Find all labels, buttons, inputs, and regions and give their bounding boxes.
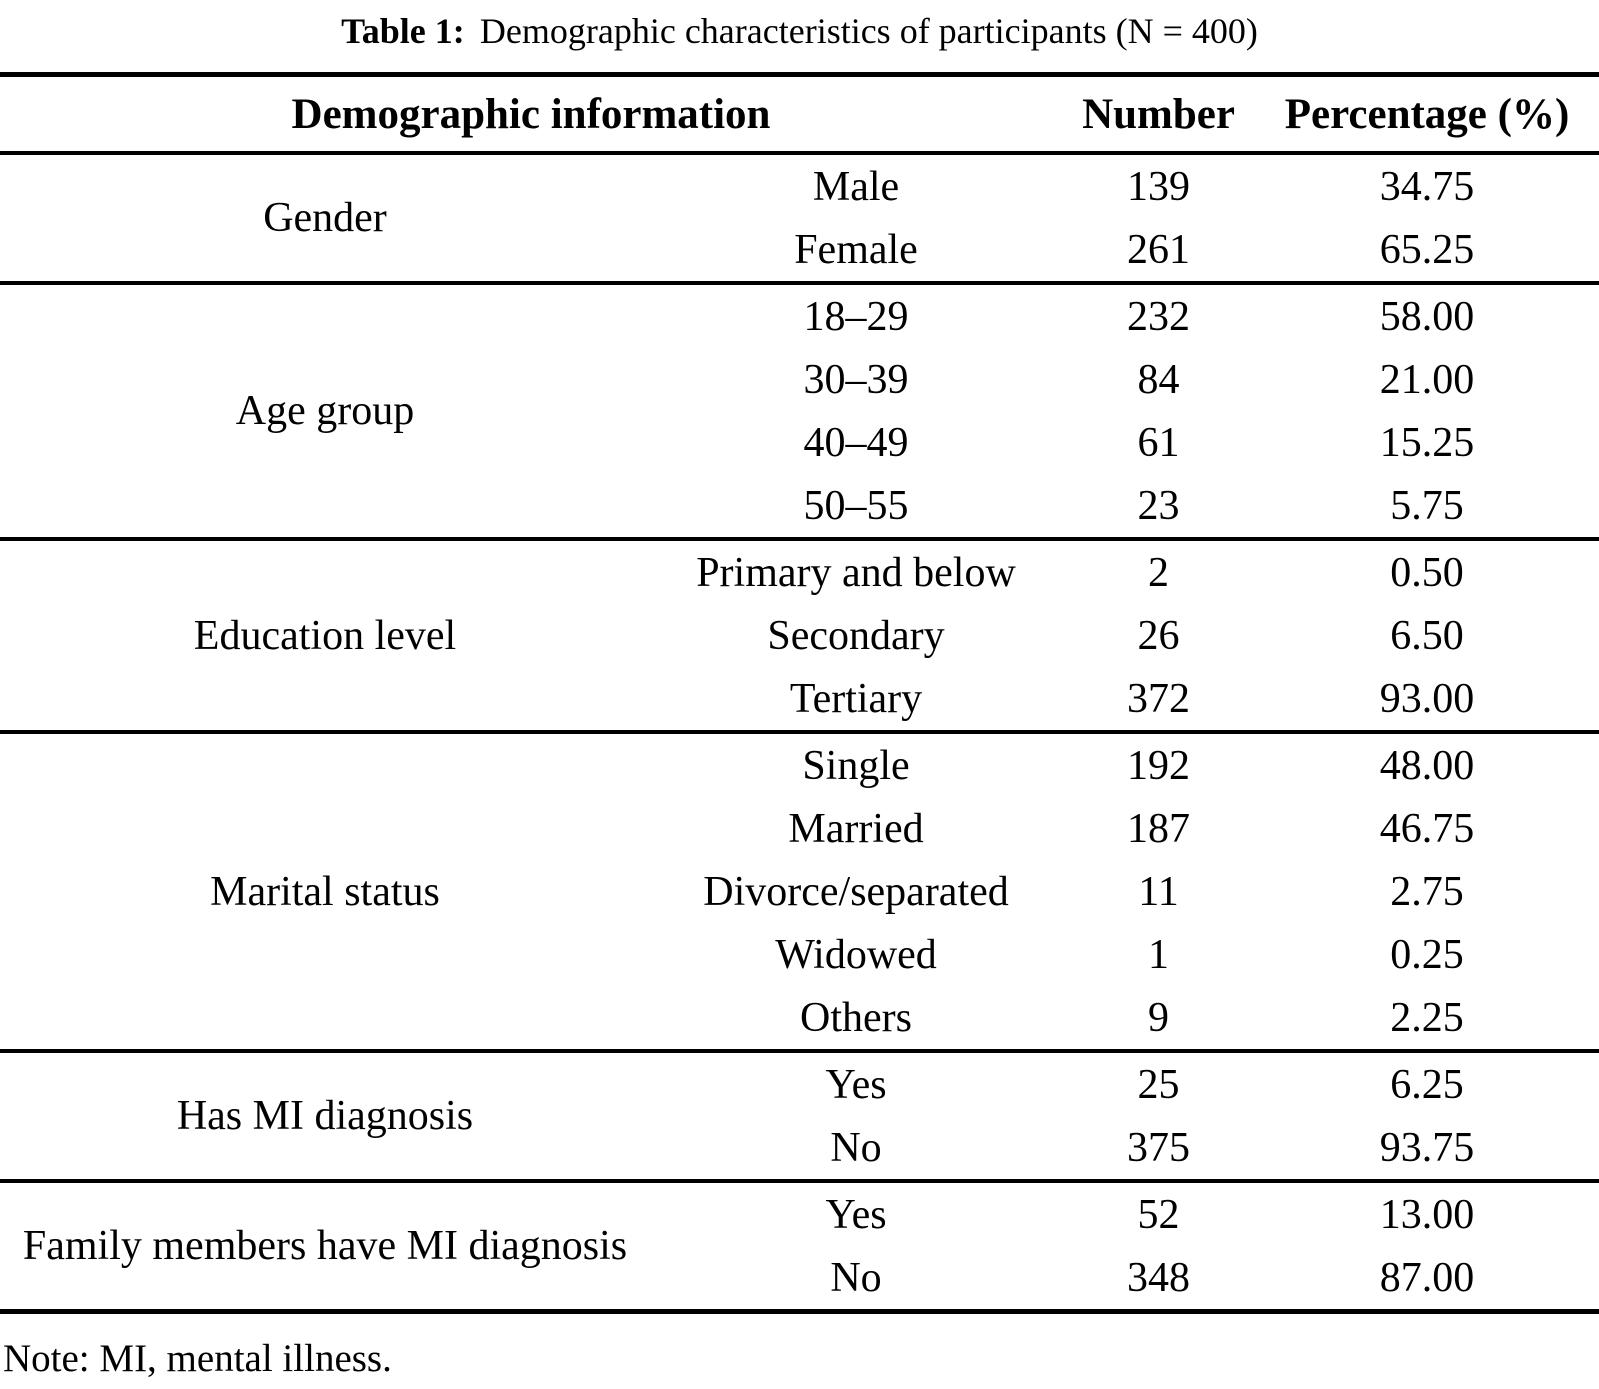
cell-percentage: 34.75	[1379, 163, 1475, 210]
cell-label: Divorce/separated	[703, 868, 1009, 915]
cell-percentage: 0.25	[1390, 931, 1464, 978]
cell-number: 84	[1137, 356, 1180, 403]
category-cell-has-mi-diagnosis: Has MI diagnosis	[176, 1093, 474, 1139]
cell-number: 232	[1127, 293, 1191, 340]
header-row	[0, 75, 1599, 154]
cell-label: 40–49	[803, 419, 909, 466]
cell-number: 192	[1127, 742, 1191, 789]
cell-label: Others	[800, 994, 912, 1041]
cell-number: 23	[1137, 482, 1180, 529]
cell-percentage: 6.25	[1390, 1061, 1464, 1108]
table-note: Note: MI, mental illness.	[3, 1337, 392, 1380]
cell-label: Primary and below	[696, 549, 1016, 596]
cell-percentage: 93.00	[1379, 675, 1475, 722]
category-cell-family-mi-diagnosis: Family members have MI diagnosis	[22, 1223, 628, 1269]
table-caption	[0, 0, 1599, 72]
category-cell-marital-status: Marital status	[210, 868, 440, 915]
cell-percentage: 5.75	[1390, 482, 1464, 529]
cell-percentage: 58.00	[1379, 293, 1475, 340]
cell-label: Widowed	[775, 931, 937, 978]
cell-number: 1	[1148, 931, 1170, 978]
group-marital	[0, 732, 1599, 1051]
cell-percentage: 13.00	[1379, 1191, 1475, 1238]
cell-label: No	[830, 1124, 882, 1171]
table-row	[0, 1181, 1599, 1246]
cell-percentage: 2.75	[1390, 868, 1464, 915]
cell-number: 11	[1138, 868, 1179, 915]
cell-label: Yes	[825, 1061, 887, 1108]
cell-number: 61	[1137, 419, 1180, 466]
demographics-table	[0, 72, 1599, 1314]
table-row	[0, 732, 1599, 797]
table-row	[0, 153, 1599, 218]
group-gender	[0, 153, 1599, 283]
cell-label: 18–29	[803, 293, 909, 340]
group-age	[0, 283, 1599, 539]
cell-label: Secondary	[767, 612, 945, 659]
table-row	[0, 283, 1599, 348]
cell-number: 375	[1127, 1124, 1191, 1171]
cell-label: Female	[794, 226, 918, 273]
table-caption-label: Table 1:	[341, 11, 465, 51]
table-caption-text: Demographic characteristics of participants (N = 400)	[479, 11, 1258, 51]
table-header	[0, 75, 1599, 154]
category-cell-age-group: Age group	[235, 388, 415, 434]
cell-percentage: 65.25	[1379, 226, 1475, 273]
category-cell-education-level: Education level	[193, 612, 457, 659]
cell-label: Married	[788, 805, 924, 852]
cell-label: No	[830, 1254, 882, 1301]
cell-label: 50–55	[803, 482, 909, 529]
cell-percentage: 15.25	[1379, 419, 1475, 466]
cell-number: 187	[1127, 805, 1191, 852]
cell-number: 9	[1148, 994, 1170, 1041]
cell-percentage: 48.00	[1379, 742, 1475, 789]
cell-number: 348	[1127, 1254, 1191, 1301]
table-row	[0, 539, 1599, 604]
header-demographic-information: Demographic information	[0, 75, 1062, 154]
group-family-mi	[0, 1181, 1599, 1312]
cell-percentage: 0.50	[1390, 549, 1464, 596]
cell-label: Single	[802, 742, 910, 789]
cell-percentage: 2.25	[1390, 994, 1464, 1041]
cell-percentage: 21.00	[1379, 356, 1475, 403]
cell-label: Yes	[825, 1191, 887, 1238]
cell-percentage: 93.75	[1379, 1124, 1475, 1171]
cell-number: 52	[1137, 1191, 1180, 1238]
group-education	[0, 539, 1599, 732]
cell-percentage: 46.75	[1379, 805, 1475, 852]
cell-number: 261	[1127, 226, 1191, 273]
cell-label: Male	[812, 163, 900, 210]
cell-label: 30–39	[803, 356, 909, 403]
cell-number: 372	[1127, 675, 1191, 722]
cell-number: 25	[1137, 1061, 1180, 1108]
header-number: Number	[1062, 75, 1255, 154]
category-cell-gender: Gender	[263, 195, 387, 241]
group-has-mi	[0, 1051, 1599, 1181]
cell-number: 26	[1137, 612, 1180, 659]
cell-number: 139	[1127, 163, 1191, 210]
cell-number: 2	[1148, 549, 1170, 596]
cell-label: Tertiary	[789, 675, 923, 722]
cell-percentage: 6.50	[1390, 612, 1464, 659]
cell-percentage: 87.00	[1379, 1254, 1475, 1301]
header-percentage: Percentage (%)	[1255, 75, 1599, 154]
table-row	[0, 1051, 1599, 1116]
